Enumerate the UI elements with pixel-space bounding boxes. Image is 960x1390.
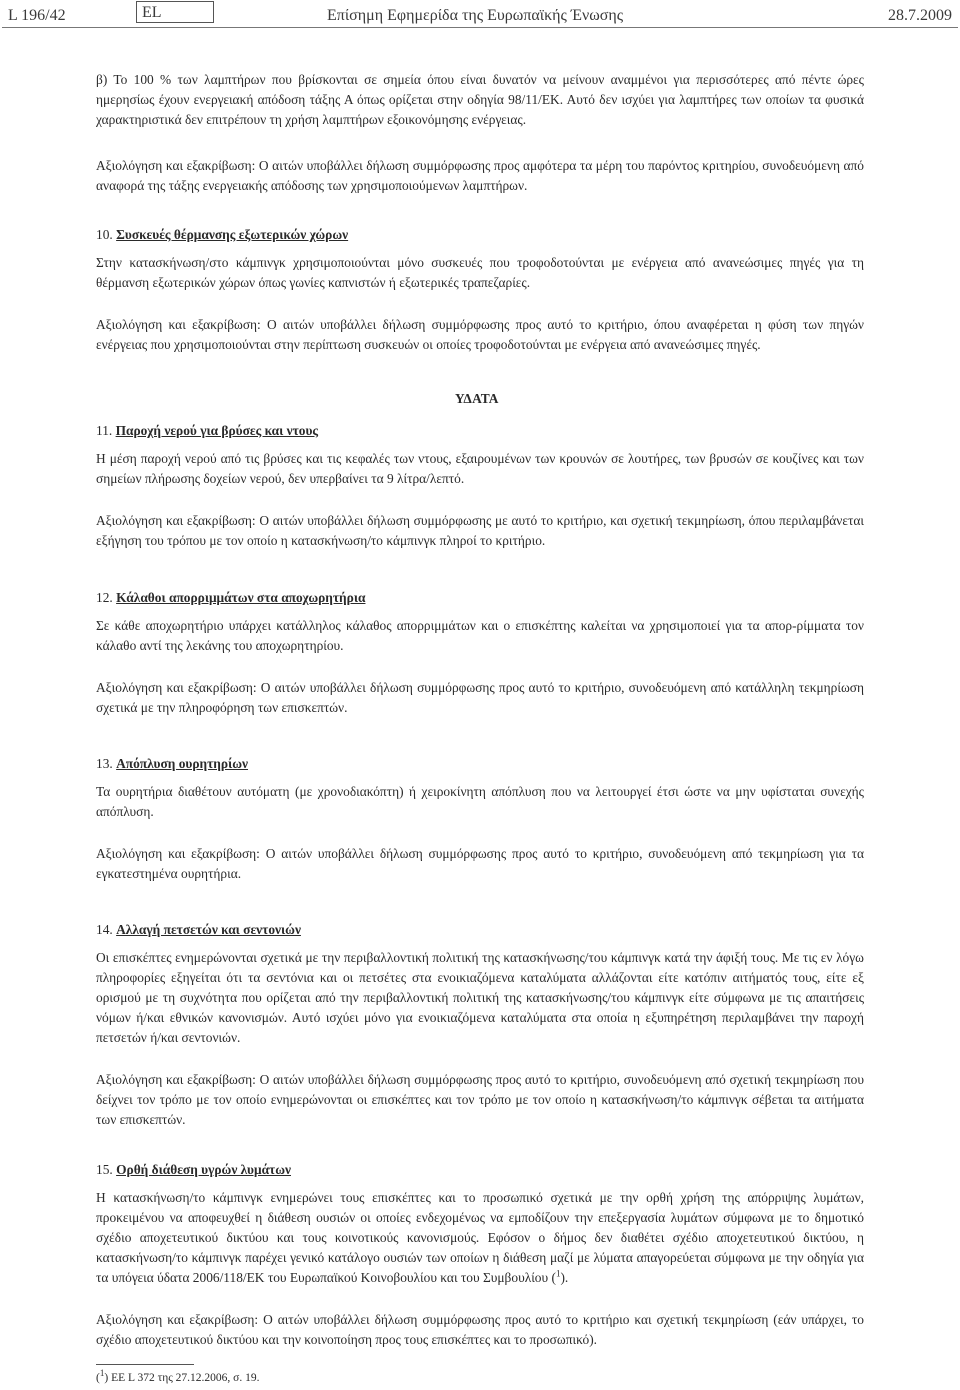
paragraph-b	[96, 70, 864, 130]
section-12-text: Σε κάθε αποχωρητήριο υπάρχει κατάλληλος κάλαθος απορριμμάτων και ο επισκέπτης καλείται να χρησιμοποιεί για τα απορ-ρίμματα τον κάλαθο αντί της λεκάνης του αποχωρητηρίου.	[96, 618, 864, 653]
page-header	[0, 4, 960, 28]
section-11-assessment: Αξιολόγηση και εξακρίβωση: Ο αιτών υποβάλλει δήλωση συμμόρφωσης με αυτό το κριτήριο, και σχετική τεκμηρίωση, όπου περιλαμβάνεται εξήγηση του τρόπου με τον οποίο η κατασκήνωση/το κάμπινγκ πληροί το κριτήριο.	[96, 513, 864, 548]
section-14-number: 14.	[96, 922, 113, 937]
section-14-assessment: Αξιολόγηση και εξακρίβωση: Ο αιτών υποβάλλει δήλωση συμμόρφωσης προς αυτό το κριτήριο, συνοδευόμενη από σχετική τεκμηρίωση που δείχνει τον τρόπο με τον οποίο ενημερώνονται οι επισκέπτες και τον τρόπο με τον οποίο η κατασκήνωση/το κάμπινγκ σέβεται τα αιτήματα των επισκεπτών.	[96, 1072, 864, 1127]
section-15-number: 15.	[96, 1162, 113, 1177]
section-13	[96, 754, 864, 884]
section-11-text: Η μέση παροχή νερού από τις βρύσες και τις κεφαλές των ντους, εξαιρουμένων των κρουνών σε λουτήρες, των βρυσών σε κουζίνες και των σημείων πλήρωσης δοχείων νερού, δεν υπερβαίνει τα 9 λίτρα/λεπτό.	[96, 451, 864, 486]
section-10-heading	[96, 225, 864, 245]
section-10-title: Συσκευές θέρμανσης εξωτερικών χώρων	[116, 227, 349, 242]
section-12-number: 12.	[96, 590, 113, 605]
section-15	[96, 1160, 864, 1350]
assessment-b	[96, 156, 864, 196]
issue-date: 28.7.2009	[888, 7, 952, 24]
language-box: EL	[136, 1, 214, 23]
section-15-heading	[96, 1160, 864, 1180]
section-11-number: 11.	[96, 423, 113, 438]
section-11-heading	[96, 421, 864, 441]
footnote-rule	[96, 1364, 194, 1365]
section-14	[96, 920, 864, 1130]
section-10-text: Στην κατασκήνωση/στο κάμπινγκ χρησιμοποιούνται μόνο συσκευές που τροφοδοτούνται με ενέργεια από ανανεώσιμες πηγές για τη θέρμανση εξωτερικών χώρων όπως γωνίες καπνιστών ή εξωτερικές τραπεζαρίες.	[96, 255, 864, 290]
section-14-text: Οι επισκέπτες ενημερώνονται σχετικά με την περιβαλλοντική πολιτική της κατασκήνωσης/του κάμπινγκ κατά την άφιξή τους. Με τις εν λόγω πληροφορίες εξηγείται ότι τα σεντόνια και οι πετσέτες στα ενοικιαζόμενα καταλύματα αλλάζονται είτε κατόπιν αιτήματός τους, είτε εξ ορισμού με τη συχνότητα που ορίζεται από την περιβαλλοντική πολιτική της κατασκήνωσης/του κάμπινγκ είτε σύμφωνα με τις απαιτήσεις νόμων ή/και εθνικών κανονισμών. Αυτό ισχύει μόνο για ενοικιαζόμενα καταλύματα στα οποία η εξυπηρέτηση περιλαμβάνει την παροχή πετσετών ή/και σεντονιών.	[96, 950, 864, 1045]
section-13-number: 13.	[96, 756, 113, 771]
section-15-assessment: Αξιολόγηση και εξακρίβωση: Ο αιτών υποβάλλει δήλωση συμμόρφωσης προς αυτό το κριτήριο και σχετική τεκμηρίωση (εάν υπάρχει, το σχέδιο αποχετευτικού δικτύου και την κοινοποίηση προς τους επισκέπτες και το προσωπικό).	[96, 1312, 864, 1347]
section-13-text: Τα ουρητήρια διαθέτουν αυτόματη (με χρονοδιακόπτη) ή χειροκίνητη απόπλυση που να λειτουργεί έτσι ώστε να μην υφίσταται συνεχής απόπλυση.	[96, 784, 864, 819]
section-15-title: Ορθή διάθεση υγρών λυμάτων	[116, 1162, 291, 1177]
section-13-title: Απόπλυση ουρητηρίων	[116, 756, 249, 771]
section-12-assessment: Αξιολόγηση και εξακρίβωση: Ο αιτών υποβάλλει δήλωση συμμόρφωσης προς αυτό το κριτήριο, συνοδευόμενη από κατάλληλη τεκμηρίωση σχετικά με την πληροφόρηση των επισκεπτών.	[96, 680, 864, 715]
section-13-assessment: Αξιολόγηση και εξακρίβωση: Ο αιτών υποβάλλει δήλωση συμμόρφωσης προς αυτό το κριτήριο, συνοδευόμενη από τεκμηρίωση για τα εγκατεστημένα ουρητήρια.	[96, 846, 864, 881]
section-15-text	[96, 1188, 864, 1288]
section-12	[96, 588, 864, 718]
journal-title: Επίσημη Εφημερίδα της Ευρωπαϊκής Ένωσης	[327, 7, 624, 24]
section-10-number: 10.	[96, 227, 113, 242]
paragraph-b-text: β) Το 100 % των λαμπτήρων που βρίσκονται σε σημεία όπου είναι δυνατόν να μείνουν αναμμένοι για περισσότερες από πέντε ώρες ημερησίως έχουν ενεργειακή απόδοση τάξης Α όπως ορίζεται στην οδηγία 98/11/ΕΚ. Αυτό δεν ισχύει για λαμπτήρες των οποίων τα φυσικά χαρακτηριστικά δεν επιτρέπουν τη χρήση λαμπτήρων εξοικονόμησης ενέργειας.	[96, 72, 864, 127]
page-number: L 196/42	[8, 7, 66, 24]
section-11-title: Παροχή νερού για βρύσες και ντους	[115, 423, 319, 438]
footnote-ref[interactable]: 1	[555, 1268, 561, 1279]
section-12-title: Κάλαθοι απορριμμάτων στα αποχωρητήρια	[116, 590, 366, 605]
section-12-heading	[96, 588, 864, 608]
section-14-title: Αλλαγή πετσετών και σεντονιών	[116, 922, 301, 937]
footnote: ($^1$) ΕΕ L 372 της 27.12.2006, σ. 19.	[96, 1368, 260, 1384]
section-15-text-main: Η κατασκήνωση/το κάμπινγκ ενημερώνει τους επισκέπτες και το προσωπικό σχετικά με την ορθή χρήση της απόρριψης λυμάτων, προκειμένου να αποφευχθεί η διάθεση ουσιών οι οποίες ενδεχομένως να εμποδίζουν την επεξεργασία λυμάτων σύμφωνα με το δημοτικό σχέδιο αποχετευτικού δικτύου και τους κοινοτικούς κανονισμούς. Εφόσον ο δήμος δεν διαθέτει σχέδιο αποχετευτικού δικτύου, η κατασκήνωση/το κάμπινγκ παρέχει γενικό κατάλογο ουσιών των οποίων η διάθεση μαζί με λύματα απαγορεύεται σύμφωνα με την οδηγία για τα υπόγεια ύδατα 2006/118/ΕΚ του Ευρωπαϊκού Κοινοβουλίου και του Συμβουλίου (	[96, 1190, 864, 1285]
section-heading-water: ΥΔΑΤΑ	[455, 391, 499, 406]
section-10	[96, 225, 864, 355]
section-11	[96, 421, 864, 551]
footnote-mark: 1	[99, 1368, 105, 1379]
section-15-text-end: ).	[560, 1270, 569, 1285]
footnote-text: ΕΕ L 372 της 27.12.2006, σ. 19.	[111, 1372, 260, 1384]
section-13-heading	[96, 754, 864, 774]
header-rule	[2, 27, 958, 28]
section-14-heading	[96, 920, 864, 940]
assessment-b-text: Αξιολόγηση και εξακρίβωση: Ο αιτών υποβάλλει δήλωση συμμόρφωσης προς αμφότερα τα μέρη του παρόντος κριτηρίου, συνοδευόμενη από αναφορά της τάξης ενεργειακής απόδοσης των χρησιμοποιούμενων λαμπτήρων.	[96, 158, 864, 193]
section-10-assessment: Αξιολόγηση και εξακρίβωση: Ο αιτών υποβάλλει δήλωση συμμόρφωσης προς αυτό το κριτήριο, όπου αναφέρεται η φύση των πηγών ενέργειας που χρησιμοποιούνται στην περίπτωση συσκευών οι οποίες τροφοδοτούνται με ενέργεια από ανανεώσιμες πηγές.	[96, 317, 864, 352]
